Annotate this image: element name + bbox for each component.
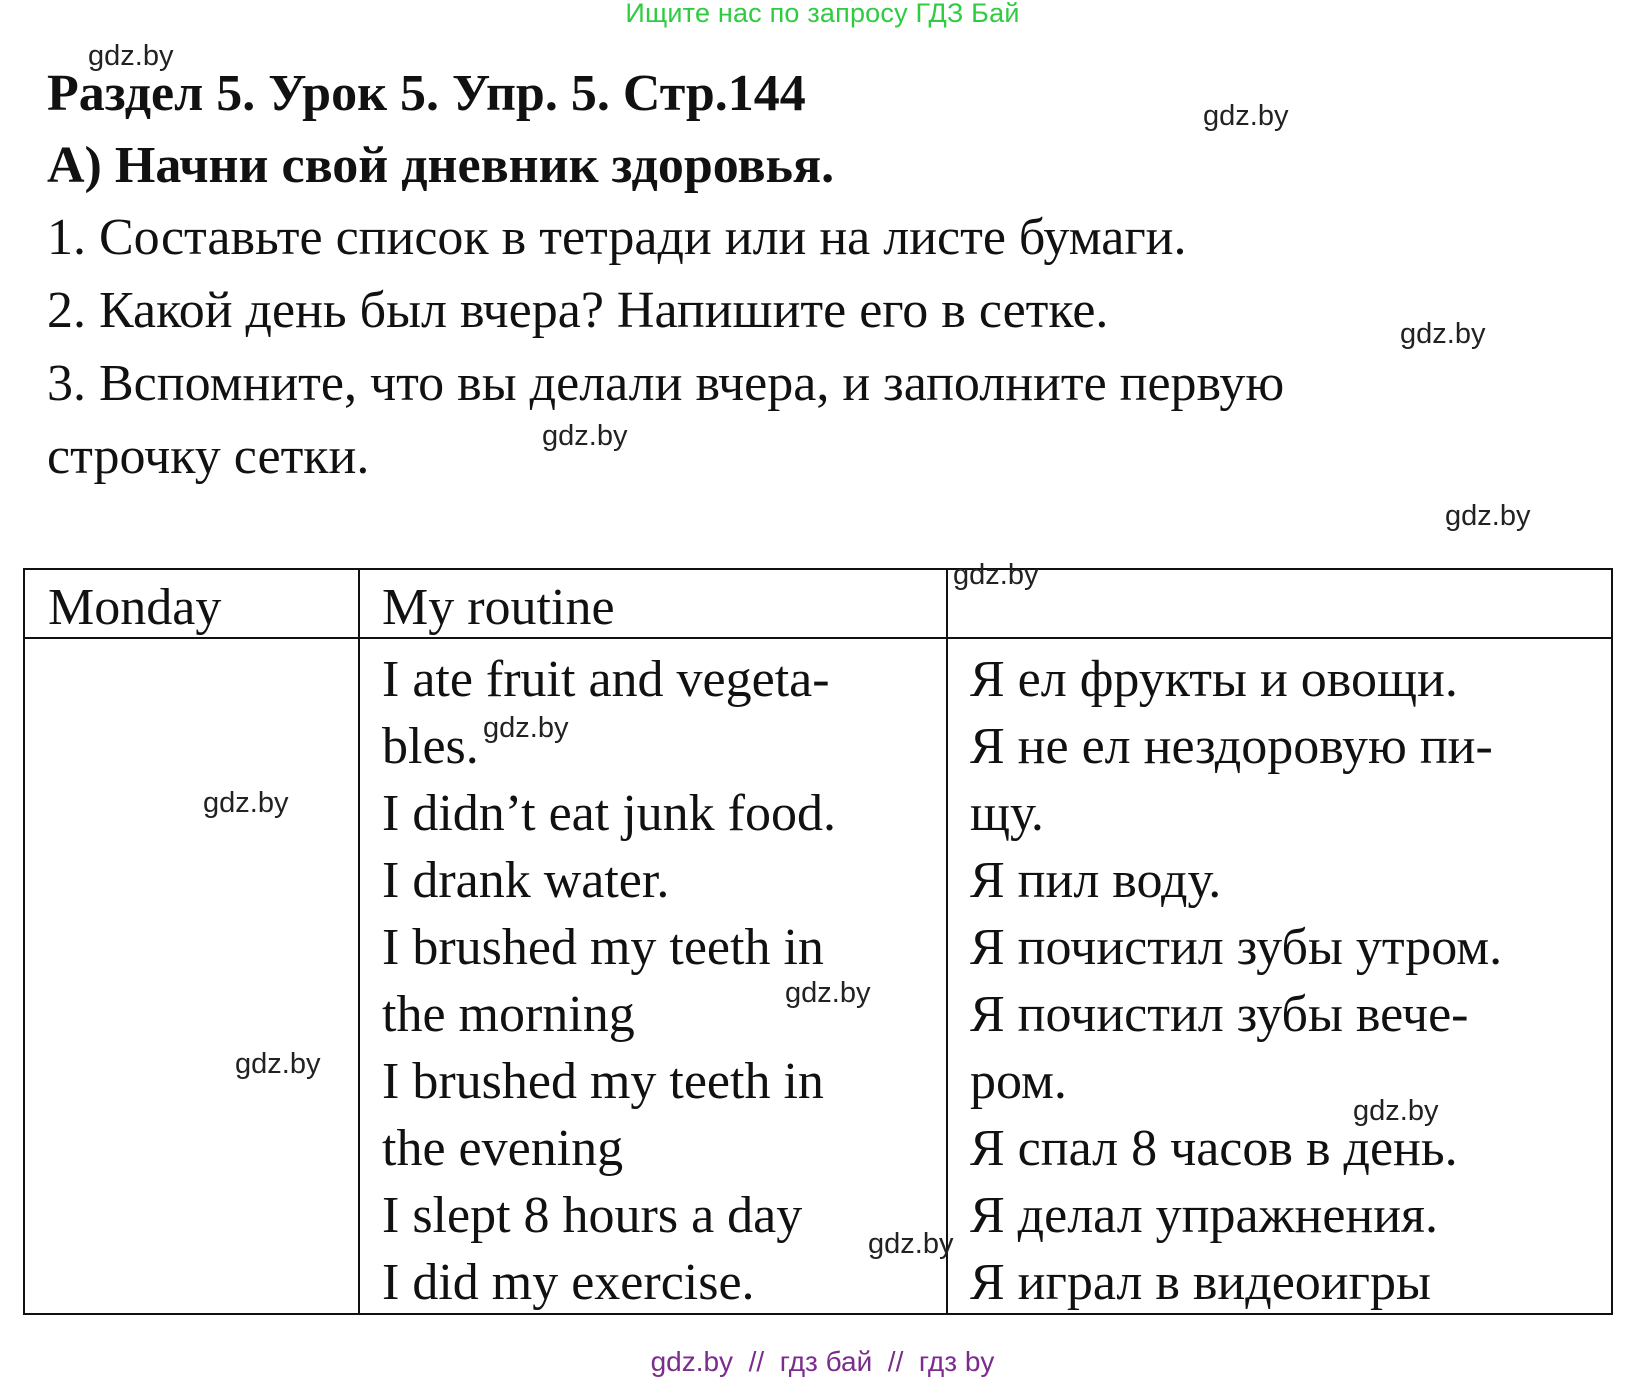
routine-line: I ate fruit and vegeta- [382, 651, 830, 708]
watermark: gdz.by [1445, 500, 1531, 532]
routine-line: I did my exercise. [382, 1254, 755, 1311]
english-routine-list [382, 646, 836, 1316]
exercise-title: Раздел 5. Урок 5. Упр. 5. Стр.144 [47, 65, 806, 122]
watermark: gdz.by [785, 977, 871, 1009]
translation-line: Я играл в видеоигры [970, 1254, 1431, 1311]
translation-line: Я почистил зубы утром. [970, 919, 1503, 976]
routine-line: bles. [382, 718, 479, 775]
routine-line: the evening [382, 1120, 624, 1177]
translation-line: Я не ел нездоровую пи- [970, 718, 1493, 775]
grid-header-divider [25, 637, 1611, 639]
watermark: gdz.by [203, 787, 289, 819]
instruction-line: 3. Вспомните, что вы делали вчера, и заполните первую [47, 355, 1285, 412]
instruction-line: 2. Какой день был вчера? Напишите его в сетке. [47, 282, 1109, 339]
day-header: Monday [48, 579, 222, 636]
watermark: gdz.by [868, 1228, 954, 1260]
watermark: gdz.by [235, 1048, 321, 1080]
footer-links[interactable]: gdz.by // гдз бай // гдз by [650, 1346, 995, 1377]
translation-line: Я почистил зубы вече- [970, 986, 1469, 1043]
watermark: gdz.by [1203, 100, 1289, 132]
translation-line: ром. [970, 1053, 1067, 1110]
translation-line: Я делал упражнения. [970, 1187, 1438, 1244]
instruction-line: строчку сетки. [47, 428, 370, 485]
translation-line: Я спал 8 часов в день. [970, 1120, 1458, 1177]
routine-line: the morning [382, 986, 635, 1043]
health-diary-grid [23, 568, 1613, 1315]
routine-line: I brushed my teeth in [382, 1053, 824, 1110]
translation-line: Я пил воду. [970, 852, 1222, 909]
watermark: gdz.by [542, 420, 628, 452]
watermark: gdz.by [1353, 1095, 1439, 1127]
grid-divider [358, 570, 360, 1313]
grid-divider [946, 570, 948, 1313]
translation-line: Я ел фрукты и овощи. [970, 651, 1458, 708]
routine-line: I brushed my teeth in [382, 919, 824, 976]
watermark: gdz.by [483, 712, 569, 744]
translation-line: щу. [970, 785, 1044, 842]
routine-line: I didn’t eat junk food. [382, 785, 836, 842]
russian-translation-list [970, 646, 1502, 1316]
watermark: gdz.by [1400, 318, 1486, 350]
top-banner[interactable]: Ищите нас по запросу ГДЗ Бай [625, 0, 1020, 28]
routine-line: I drank water. [382, 852, 670, 909]
routine-header: My routine [382, 579, 615, 636]
instruction-line: 1. Составьте список в тетради или на листе бумаги. [47, 209, 1187, 266]
watermark: gdz.by [88, 40, 174, 72]
exercise-subtitle: А) Начни свой дневник здоровья. [47, 137, 835, 194]
routine-line: I slept 8 hours a day [382, 1187, 803, 1244]
watermark: gdz.by [953, 559, 1039, 591]
